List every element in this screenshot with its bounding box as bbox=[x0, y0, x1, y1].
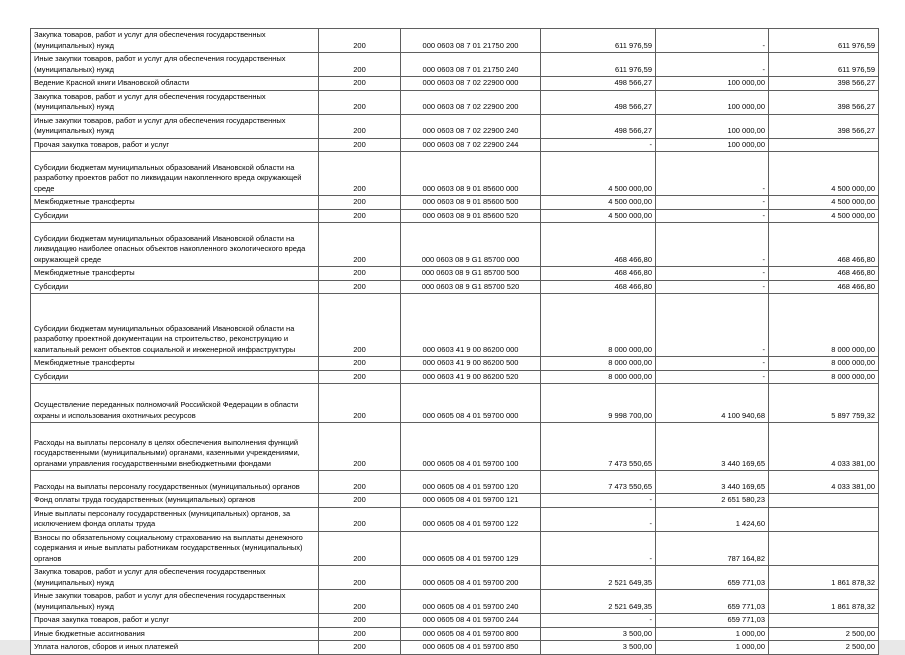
classification-code-cell: 000 0603 08 9 01 85600 500 bbox=[401, 196, 541, 210]
amount-approved-cell: 468 466,80 bbox=[541, 267, 656, 281]
amount-executed-cell: 659 771,03 bbox=[656, 566, 769, 590]
budget-execution-table bbox=[30, 28, 879, 655]
amount-approved-cell: 468 466,80 bbox=[541, 280, 656, 294]
classification-code-cell: 000 0603 41 9 00 86200 500 bbox=[401, 357, 541, 371]
amount-approved-cell: 8 000 000,00 bbox=[541, 294, 656, 357]
amount-unexecuted-cell: 468 466,80 bbox=[769, 267, 879, 281]
amount-executed-cell: - bbox=[656, 209, 769, 223]
amount-unexecuted-cell bbox=[769, 614, 879, 628]
classification-code-cell: 000 0603 08 7 02 22900 000 bbox=[401, 77, 541, 91]
line-code-cell: 200 bbox=[319, 590, 401, 614]
classification-code-cell: 000 0605 08 4 01 59700 129 bbox=[401, 531, 541, 566]
line-code-cell: 200 bbox=[319, 280, 401, 294]
classification-code-cell: 000 0605 08 4 01 59700 121 bbox=[401, 494, 541, 508]
amount-unexecuted-cell: 2 500,00 bbox=[769, 641, 879, 655]
amount-executed-cell: - bbox=[656, 280, 769, 294]
table-row bbox=[31, 77, 879, 91]
amount-executed-cell: - bbox=[656, 53, 769, 77]
amount-approved-cell: 8 000 000,00 bbox=[541, 357, 656, 371]
line-code-cell: 200 bbox=[319, 357, 401, 371]
amount-approved-cell: 3 500,00 bbox=[541, 641, 656, 655]
amount-unexecuted-cell: 468 466,80 bbox=[769, 280, 879, 294]
line-code-cell: 200 bbox=[319, 641, 401, 655]
table-row bbox=[31, 357, 879, 371]
amount-executed-cell: 100 000,00 bbox=[656, 138, 769, 152]
row-name-cell: Субсидии бюджетам муниципальных образований Ивановской области на разработку проектной документации на строительство, реконструкцию и капитальный ремонт объектов социальной и инженерной инфраструктуры bbox=[31, 294, 319, 357]
amount-approved-cell: 611 976,59 bbox=[541, 29, 656, 53]
amount-executed-cell: 4 100 940,68 bbox=[656, 384, 769, 423]
line-code-cell: 200 bbox=[319, 566, 401, 590]
amount-approved-cell: 4 500 000,00 bbox=[541, 196, 656, 210]
classification-code-cell: 000 0603 08 9 01 85600 520 bbox=[401, 209, 541, 223]
amount-approved-cell: 2 521 649,35 bbox=[541, 566, 656, 590]
classification-code-cell: 000 0605 08 4 01 59700 200 bbox=[401, 566, 541, 590]
amount-unexecuted-cell: 4 500 000,00 bbox=[769, 196, 879, 210]
table-row bbox=[31, 627, 879, 641]
amount-executed-cell: 1 424,60 bbox=[656, 507, 769, 531]
classification-code-cell: 000 0605 08 4 01 59700 240 bbox=[401, 590, 541, 614]
amount-approved-cell: 7 473 550,65 bbox=[541, 423, 656, 471]
classification-code-cell: 000 0603 08 7 02 22900 244 bbox=[401, 138, 541, 152]
line-code-cell: 200 bbox=[319, 90, 401, 114]
classification-code-cell: 000 0603 08 9 G1 85700 500 bbox=[401, 267, 541, 281]
line-code-cell: 200 bbox=[319, 138, 401, 152]
amount-executed-cell: - bbox=[656, 267, 769, 281]
row-name-cell: Межбюджетные трансферты bbox=[31, 196, 319, 210]
amount-executed-cell: 2 651 580,23 bbox=[656, 494, 769, 508]
amount-unexecuted-cell: 2 500,00 bbox=[769, 627, 879, 641]
row-name-cell: Иные бюджетные ассигнования bbox=[31, 627, 319, 641]
row-name-cell: Субсидии бюджетам муниципальных образований Ивановской области на ликвидацию наиболее опасных объектов накопленного экологического вреда окружающей среде bbox=[31, 223, 319, 267]
classification-code-cell: 000 0605 08 4 01 59700 000 bbox=[401, 384, 541, 423]
amount-approved-cell: 468 466,80 bbox=[541, 223, 656, 267]
budget-table-body bbox=[31, 29, 879, 655]
row-name-cell: Иные закупки товаров, работ и услуг для обеспечения государственных (муниципальных) нужд bbox=[31, 53, 319, 77]
line-code-cell: 200 bbox=[319, 152, 401, 196]
line-code-cell: 200 bbox=[319, 384, 401, 423]
amount-unexecuted-cell bbox=[769, 494, 879, 508]
row-name-cell: Прочая закупка товаров, работ и услуг bbox=[31, 614, 319, 628]
row-name-cell: Межбюджетные трансферты bbox=[31, 267, 319, 281]
classification-code-cell: 000 0603 08 9 G1 85700 000 bbox=[401, 223, 541, 267]
amount-unexecuted-cell: 611 976,59 bbox=[769, 53, 879, 77]
table-row bbox=[31, 152, 879, 196]
line-code-cell: 200 bbox=[319, 627, 401, 641]
amount-unexecuted-cell: 4 033 381,00 bbox=[769, 423, 879, 471]
table-row bbox=[31, 138, 879, 152]
row-name-cell: Фонд оплаты труда государственных (муниципальных) органов bbox=[31, 494, 319, 508]
classification-code-cell: 000 0603 08 7 01 21750 240 bbox=[401, 53, 541, 77]
classification-code-cell: 000 0603 41 9 00 86200 520 bbox=[401, 370, 541, 384]
amount-approved-cell: 8 000 000,00 bbox=[541, 370, 656, 384]
line-code-cell: 200 bbox=[319, 294, 401, 357]
classification-code-cell: 000 0603 08 9 01 85600 000 bbox=[401, 152, 541, 196]
line-code-cell: 200 bbox=[319, 29, 401, 53]
amount-unexecuted-cell: 4 500 000,00 bbox=[769, 209, 879, 223]
row-name-cell: Межбюджетные трансферты bbox=[31, 357, 319, 371]
classification-code-cell: 000 0605 08 4 01 59700 800 bbox=[401, 627, 541, 641]
classification-code-cell: 000 0605 08 4 01 59700 120 bbox=[401, 471, 541, 494]
amount-approved-cell: 9 998 700,00 bbox=[541, 384, 656, 423]
amount-executed-cell: 3 440 169,65 bbox=[656, 423, 769, 471]
amount-unexecuted-cell: 8 000 000,00 bbox=[769, 294, 879, 357]
classification-code-cell: 000 0603 08 7 01 21750 200 bbox=[401, 29, 541, 53]
amount-executed-cell: 100 000,00 bbox=[656, 90, 769, 114]
amount-unexecuted-cell bbox=[769, 531, 879, 566]
amount-unexecuted-cell bbox=[769, 138, 879, 152]
line-code-cell: 200 bbox=[319, 370, 401, 384]
amount-executed-cell: 1 000,00 bbox=[656, 627, 769, 641]
classification-code-cell: 000 0603 08 9 G1 85700 520 bbox=[401, 280, 541, 294]
amount-unexecuted-cell: 398 566,27 bbox=[769, 77, 879, 91]
classification-code-cell: 000 0605 08 4 01 59700 100 bbox=[401, 423, 541, 471]
table-row bbox=[31, 494, 879, 508]
amount-approved-cell: 7 473 550,65 bbox=[541, 471, 656, 494]
amount-approved-cell: 2 521 649,35 bbox=[541, 590, 656, 614]
row-name-cell: Субсидии bbox=[31, 280, 319, 294]
amount-executed-cell: - bbox=[656, 294, 769, 357]
line-code-cell: 200 bbox=[319, 423, 401, 471]
row-name-cell: Прочая закупка товаров, работ и услуг bbox=[31, 138, 319, 152]
classification-code-cell: 000 0605 08 4 01 59700 850 bbox=[401, 641, 541, 655]
amount-unexecuted-cell: 398 566,27 bbox=[769, 90, 879, 114]
amount-executed-cell: 1 000,00 bbox=[656, 641, 769, 655]
table-row bbox=[31, 590, 879, 614]
line-code-cell: 200 bbox=[319, 53, 401, 77]
row-name-cell: Субсидии bbox=[31, 370, 319, 384]
line-code-cell: 200 bbox=[319, 494, 401, 508]
line-code-cell: 200 bbox=[319, 531, 401, 566]
amount-unexecuted-cell: 4 033 381,00 bbox=[769, 471, 879, 494]
table-row bbox=[31, 196, 879, 210]
row-name-cell: Иные выплаты персоналу государственных (муниципальных) органов, за исключением фонда оплаты труда bbox=[31, 507, 319, 531]
table-row bbox=[31, 223, 879, 267]
table-row bbox=[31, 507, 879, 531]
amount-executed-cell: 3 440 169,65 bbox=[656, 471, 769, 494]
amount-unexecuted-cell: 468 466,80 bbox=[769, 223, 879, 267]
line-code-cell: 200 bbox=[319, 77, 401, 91]
amount-unexecuted-cell: 1 861 878,32 bbox=[769, 566, 879, 590]
amount-executed-cell: 659 771,03 bbox=[656, 614, 769, 628]
classification-code-cell: 000 0603 41 9 00 86200 000 bbox=[401, 294, 541, 357]
row-name-cell: Расходы на выплаты персоналу государственных (муниципальных) органов bbox=[31, 471, 319, 494]
amount-unexecuted-cell: 611 976,59 bbox=[769, 29, 879, 53]
row-name-cell: Взносы по обязательному социальному страхованию на выплаты денежного содержания и иные выплаты работникам государственных (муниципальных) органов bbox=[31, 531, 319, 566]
amount-unexecuted-cell: 398 566,27 bbox=[769, 114, 879, 138]
amount-unexecuted-cell bbox=[769, 507, 879, 531]
amount-executed-cell: 659 771,03 bbox=[656, 590, 769, 614]
amount-approved-cell: - bbox=[541, 531, 656, 566]
amount-approved-cell: - bbox=[541, 614, 656, 628]
line-code-cell: 200 bbox=[319, 614, 401, 628]
table-row bbox=[31, 614, 879, 628]
table-row bbox=[31, 29, 879, 53]
amount-executed-cell: - bbox=[656, 223, 769, 267]
row-name-cell: Иные закупки товаров, работ и услуг для обеспечения государственных (муниципальных) нужд bbox=[31, 590, 319, 614]
line-code-cell: 200 bbox=[319, 267, 401, 281]
table-row bbox=[31, 90, 879, 114]
amount-approved-cell: - bbox=[541, 507, 656, 531]
amount-approved-cell: 498 566,27 bbox=[541, 90, 656, 114]
line-code-cell: 200 bbox=[319, 471, 401, 494]
row-name-cell: Закупка товаров, работ и услуг для обеспечения государственных (муниципальных) нужд bbox=[31, 566, 319, 590]
table-row bbox=[31, 566, 879, 590]
row-name-cell: Расходы на выплаты персоналу в целях обеспечения выполнения функций государственными (муниципальными) органами, казенными учреждениями, органами управления государственными внебюджетными фондами bbox=[31, 423, 319, 471]
amount-approved-cell: - bbox=[541, 494, 656, 508]
table-row bbox=[31, 370, 879, 384]
amount-approved-cell: 498 566,27 bbox=[541, 114, 656, 138]
amount-approved-cell: 3 500,00 bbox=[541, 627, 656, 641]
amount-executed-cell: - bbox=[656, 152, 769, 196]
amount-approved-cell: 4 500 000,00 bbox=[541, 209, 656, 223]
row-name-cell: Субсидии бюджетам муниципальных образований Ивановской области на разработку проектов работ по ликвидации накопленного вреда окружающей среде bbox=[31, 152, 319, 196]
amount-executed-cell: - bbox=[656, 29, 769, 53]
line-code-cell: 200 bbox=[319, 209, 401, 223]
amount-executed-cell: - bbox=[656, 196, 769, 210]
amount-approved-cell: 4 500 000,00 bbox=[541, 152, 656, 196]
amount-approved-cell: 498 566,27 bbox=[541, 77, 656, 91]
amount-approved-cell: - bbox=[541, 138, 656, 152]
row-name-cell: Закупка товаров, работ и услуг для обеспечения государственных (муниципальных) нужд bbox=[31, 90, 319, 114]
row-name-cell: Уплата налогов, сборов и иных платежей bbox=[31, 641, 319, 655]
table-row bbox=[31, 641, 879, 655]
table-row bbox=[31, 267, 879, 281]
classification-code-cell: 000 0603 08 7 02 22900 240 bbox=[401, 114, 541, 138]
line-code-cell: 200 bbox=[319, 223, 401, 267]
amount-unexecuted-cell: 1 861 878,32 bbox=[769, 590, 879, 614]
amount-executed-cell: - bbox=[656, 370, 769, 384]
classification-code-cell: 000 0605 08 4 01 59700 244 bbox=[401, 614, 541, 628]
amount-approved-cell: 611 976,59 bbox=[541, 53, 656, 77]
table-row bbox=[31, 384, 879, 423]
line-code-cell: 200 bbox=[319, 196, 401, 210]
row-name-cell: Субсидии bbox=[31, 209, 319, 223]
table-row bbox=[31, 114, 879, 138]
table-row bbox=[31, 209, 879, 223]
classification-code-cell: 000 0603 08 7 02 22900 200 bbox=[401, 90, 541, 114]
amount-executed-cell: 100 000,00 bbox=[656, 114, 769, 138]
row-name-cell: Закупка товаров, работ и услуг для обеспечения государственных (муниципальных) нужд bbox=[31, 29, 319, 53]
amount-unexecuted-cell: 4 500 000,00 bbox=[769, 152, 879, 196]
row-name-cell: Осуществление переданных полномочий Российской Федерации в области охраны и использования охотничьих ресурсов bbox=[31, 384, 319, 423]
classification-code-cell: 000 0605 08 4 01 59700 122 bbox=[401, 507, 541, 531]
amount-executed-cell: 100 000,00 bbox=[656, 77, 769, 91]
row-name-cell: Ведение Красной книги Ивановской области bbox=[31, 77, 319, 91]
line-code-cell: 200 bbox=[319, 114, 401, 138]
amount-unexecuted-cell: 5 897 759,32 bbox=[769, 384, 879, 423]
amount-unexecuted-cell: 8 000 000,00 bbox=[769, 370, 879, 384]
amount-unexecuted-cell: 8 000 000,00 bbox=[769, 357, 879, 371]
row-name-cell: Иные закупки товаров, работ и услуг для обеспечения государственных (муниципальных) нужд bbox=[31, 114, 319, 138]
amount-executed-cell: - bbox=[656, 357, 769, 371]
table-row bbox=[31, 280, 879, 294]
table-row bbox=[31, 471, 879, 494]
amount-executed-cell: 787 164,82 bbox=[656, 531, 769, 566]
table-row bbox=[31, 423, 879, 471]
table-row bbox=[31, 53, 879, 77]
table-row bbox=[31, 294, 879, 357]
line-code-cell: 200 bbox=[319, 507, 401, 531]
table-row bbox=[31, 531, 879, 566]
